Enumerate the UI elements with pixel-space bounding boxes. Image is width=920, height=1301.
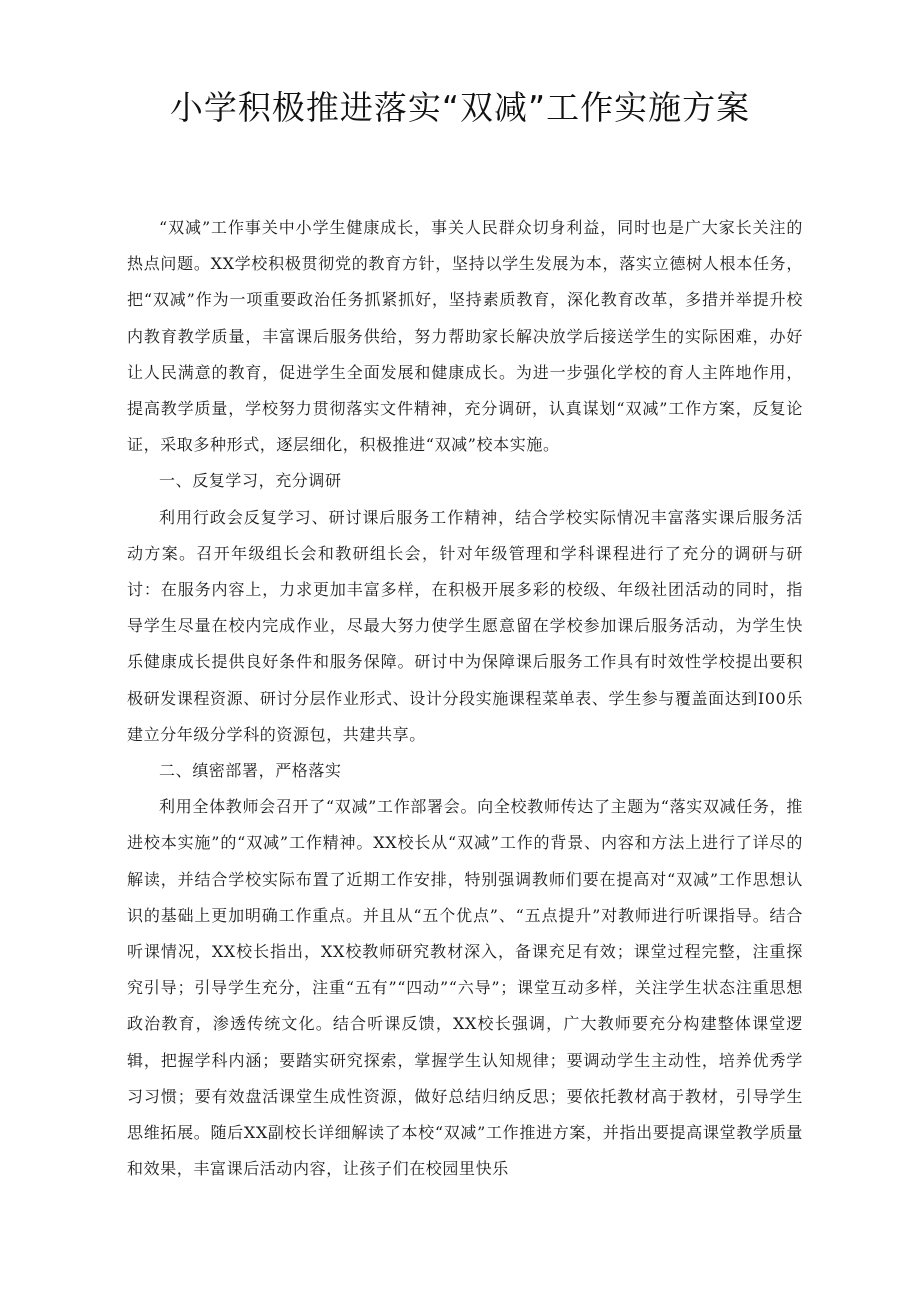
intro-paragraph: “双减”工作事关中小学生健康成长，事关人民群众切身利益，同时也是广大家长关注的热点问题。XX学校积极贯彻党的教育方针，坚持以学生发展为本，落实立德树人根本任务，把“双减”作为一项重要政治任务抓紧抓好，坚持素质教育，深化教育改革，多措并举提升校内教育教学质量，丰富课后服务供给，努力帮助家长解决放学后接送学生的实际困难，办好让人民满意的教育，促进学生全面发展和健康成长。为进一步强化学校的育人主阵地作用，提高教学质量，学校努力贯彻落实文件精神，充分调研，认真谋划“双减”工作方案，反复论证，采取多种形式，逐层细化，积极推进“双减”校本实施。 [127,218,803,455]
document-body [127,210,803,1187]
document-title: 小学积极推进落实“双减”工作实施方案 [169,88,751,127]
section-heading-2: 二、缜密部署，严格落实 [159,761,342,781]
section-heading-1: 一、反复学习，充分调研 [159,471,342,491]
section-1-paragraph: 利用行政会反复学习、研讨课后服务工作精神，结合学校实际情况丰富落实课后服务活动方案。召开年级组长会和教研组长会，针对年级管理和学科课程进行了充分的调研与研讨：在服务内容上，力求更加丰富多样，在积极开展多彩的校级、年级社团活动的同时，指导学生尽量在校内完成作业，尽最大努力使学生愿意留在学校参加课后服务活动，为学生快乐健康成长提供良好条件和服务保障。研讨中为保障课后服务工作具有时效性学校提出要积极研发课程资源、研讨分层作业形式、设计分段实施课程菜单表、学生参与覆盖面达到I00乐建立分年级分学科的资源包，共建共享。 [127,507,803,744]
section-2-paragraph: 利用全体教师会召开了“双减”工作部署会。向全校教师传达了主题为“落实双减任务，推进校本实施”的“双减”工作精神。XX校长从“双减”工作的背景、内容和方法上进行了详尽的解读，并结合学校实际布置了近期工作安排，特别强调教师们要在提高对“双减”工作思想认识的基础上更加明确工作重点。并且从“五个优点”、“五点提升”对教师进行听课指导。结合听课情况，XX校长指出，XX校教师研究教材深入，备课充足有效；课堂过程完整，注重探究引导；引导学生充分，注重“五有”“四动”“六导”；课堂互动多样，关注学生状态注重思想政治教育，渗透传统文化。结合听课反馈，XX校长强调，广大教师要充分构建整体课堂逻辑，把握学科内涵；要踏实研究探索，掌握学生认知规律；要调动学生主动性，培养优秀学习习惯；要有效盘活课堂生成性资源，做好总结归纳反思；要依托教材高于教材，引导学生思维拓展。随后XX副校长详细解读了本校“双减”工作推进方案，并指出要提高课堂教学质量和效果，丰富课后活动内容，让孩子们在校园里快乐 [127,797,803,1179]
